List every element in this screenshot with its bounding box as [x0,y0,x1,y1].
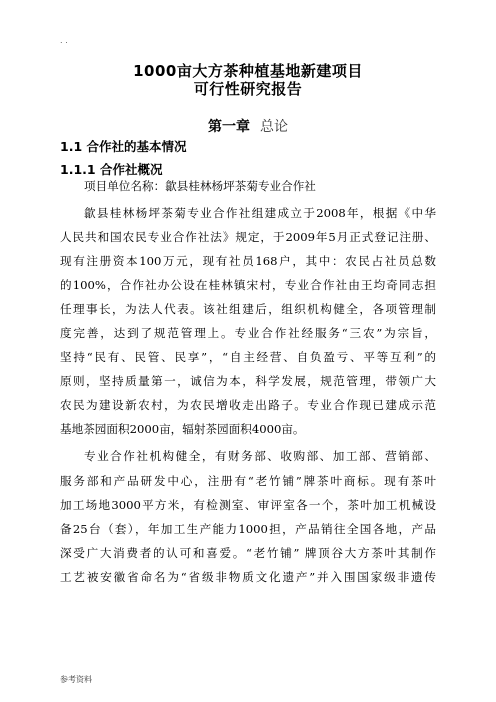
body-line: 专业合作社机构健全，有财务部、收购部、加工部、营销部、 [84,449,436,463]
chapter-name: 总论 [260,119,288,135]
chapter-number: 第一章 [208,119,250,135]
document-subtitle: 可行性研究报告 [193,80,303,98]
body-line: 项目单位名称：歙县桂林杨坪茶菊专业合作社 [84,179,316,193]
body-line: 原则，坚持质量第一，诚信为本，科学发展，规范管理，带领广大 [60,374,436,388]
body-line: 基地茶园面积2000亩，辐射茶园面积4000亩。 [60,422,305,436]
body-line: 坚持“民有、民管、民享”，“自主经营、自负盈亏、平等互利”的 [60,350,436,364]
page-footer: 参考资料 [60,675,92,684]
body-line: 备25台（套），年加工生产能力1000担，产品销往全国各地，产品 [60,522,436,536]
body-line: 歙县桂林杨坪茶菊专业合作社组建成立于2008年，根据《中华 [84,206,436,220]
body-line: 任理事长，为法人代表。该社组建后，组织机构健全，各项管理制 [60,302,436,316]
body-line: 的100%，合作社办公设在桂林镇宋村，专业合作社由王均奇同志担 [60,278,436,292]
body-line: 深受广大消费者的认可和喜爱。“老竹铺” 牌顶谷大方茶叶其制作 [60,546,436,560]
body-line: 现有注册资本100万元，现有社员168户，其中：农民占社员总数 [60,254,436,268]
body-line: 工艺被安徽省命名为“省级非物质文化遗产”并入围国家级非遗传 [60,570,436,584]
body-line: 农民为建设新农村，为农民增收走出路子。专业合作现已建成示范 [60,398,436,412]
section-heading: 1.1 合作社的基本情况 [60,139,187,154]
body-line: 度完善，达到了规范管理上。专业合作社经服务“三农”为宗旨， [60,326,436,340]
body-line: 服务部和产品研发中心，注册有“老竹铺”牌茶叶商标。现有茶叶 [60,474,436,488]
body-line: 加工场地3000平方米，有检测室、审评室各一个，茶叶加工机械设 [60,498,436,512]
subsection-heading: 1.1.1 合作社概况 [60,162,163,177]
corner-mark: . . [60,36,68,45]
chapter-heading [0,116,496,136]
document-title: 1000亩大方茶种植基地新建项目 [133,62,363,80]
body-line: 人民共和国农民专业合作社法》规定，于2009年5月正式登记注册、 [60,230,436,244]
